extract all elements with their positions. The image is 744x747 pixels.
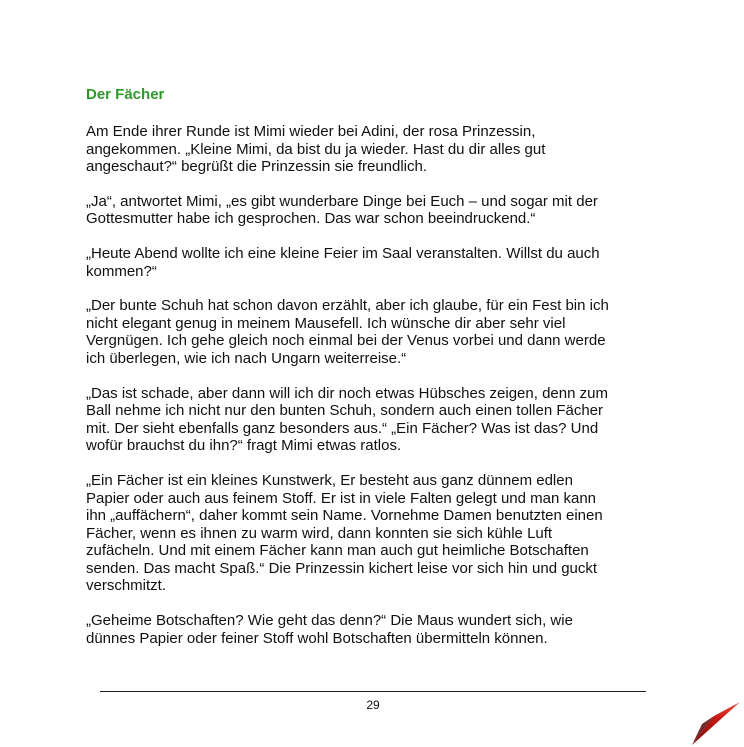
page-content xyxy=(86,86,686,664)
text-line: ihn „auffächern“, daher kommt sein Name. Vornehme Damen benutzten einen xyxy=(86,507,603,525)
text-line: „Der bunte Schuh hat schon davon erzählt, aber ich glaube, für ein Fest bin ich xyxy=(86,297,609,315)
paragraph xyxy=(86,612,686,647)
text-line: „Ja“, antwortet Mimi, „es gibt wunderbare Dinge bei Euch – und sogar mit der xyxy=(86,192,598,210)
paragraph xyxy=(86,385,686,455)
corner-fold-shape xyxy=(692,702,740,745)
text-line: „Geheime Botschaften? Wie geht das denn?“ Die Maus wundert sich, wie xyxy=(86,612,573,630)
paragraph xyxy=(86,245,686,280)
paragraph xyxy=(86,472,686,595)
text-line: ich überlegen, wie ich nach Ungarn weiterreise.“ xyxy=(86,349,407,367)
paragraph xyxy=(86,297,686,367)
text-line: Vergnügen. Ich gehe gleich noch einmal bei der Venus vorbei und dann werde xyxy=(86,332,606,350)
paragraph xyxy=(86,123,686,176)
text-line: nicht elegant genug in meinem Mausefell. Ich wünsche dir aber sehr viel xyxy=(86,314,566,332)
text-line: mit. Der sieht ebenfalls ganz besonders aus.“ „Ein Fächer? Was ist das? Und xyxy=(86,419,599,437)
text-line: verschmitzt. xyxy=(86,577,167,595)
text-line: Am Ende ihrer Runde ist Mimi wieder bei Adini, der rosa Prinzessin, xyxy=(86,123,536,140)
text-line: Papier oder auch aus feinem Stoff. Er ist in viele Falten gelegt und man kann xyxy=(86,489,597,507)
text-line: angeschaut?“ begrüßt die Prinzessin sie freundlich. xyxy=(86,158,428,176)
text-line: dünnes Papier oder feiner Stoff wohl Botschaften übermitteln können. xyxy=(86,629,548,647)
page-number: 29 xyxy=(366,698,380,712)
text-line: Fächer, wenn es ihnen zu warm wird, dann konnten sie sich kühle Luft xyxy=(86,524,553,542)
text-line: Gottesmutter habe ich gesprochen. Das war schon beeindruckend.“ xyxy=(86,210,536,228)
paragraph xyxy=(86,193,686,228)
footer-divider xyxy=(100,691,646,692)
text-line: angekommen. „Kleine Mimi, da bist du ja wieder. Hast du dir alles gut xyxy=(86,140,546,158)
text-line: zufächeln. Und mit einem Fächer kann man auch gut heimliche Botschaften xyxy=(86,542,589,560)
page-turn-corner-icon[interactable] xyxy=(688,694,744,747)
text-line: „Das ist schade, aber dann will ich dir noch etwas Hübsches zeigen, denn zum xyxy=(86,384,608,402)
chapter-title: Der Fächer xyxy=(86,86,165,103)
text-line: „Ein Fächer ist ein kleines Kunstwerk, Er besteht aus ganz dünnem edlen xyxy=(86,471,573,489)
text-line: Ball nehme ich nicht nur den bunten Schuh, sondern auch einen tollen Fächer xyxy=(86,402,604,420)
text-line: kommen?“ xyxy=(86,262,157,280)
text-line: „Heute Abend wollte ich eine kleine Feier im Saal veranstalten. Willst du auch xyxy=(86,244,600,262)
text-line: wofür brauchst du ihn?“ fragt Mimi etwas ratlos. xyxy=(86,437,402,455)
text-line: senden. Das macht Spaß.“ Die Prinzessin kichert leise vor sich hin und guckt xyxy=(86,559,598,577)
